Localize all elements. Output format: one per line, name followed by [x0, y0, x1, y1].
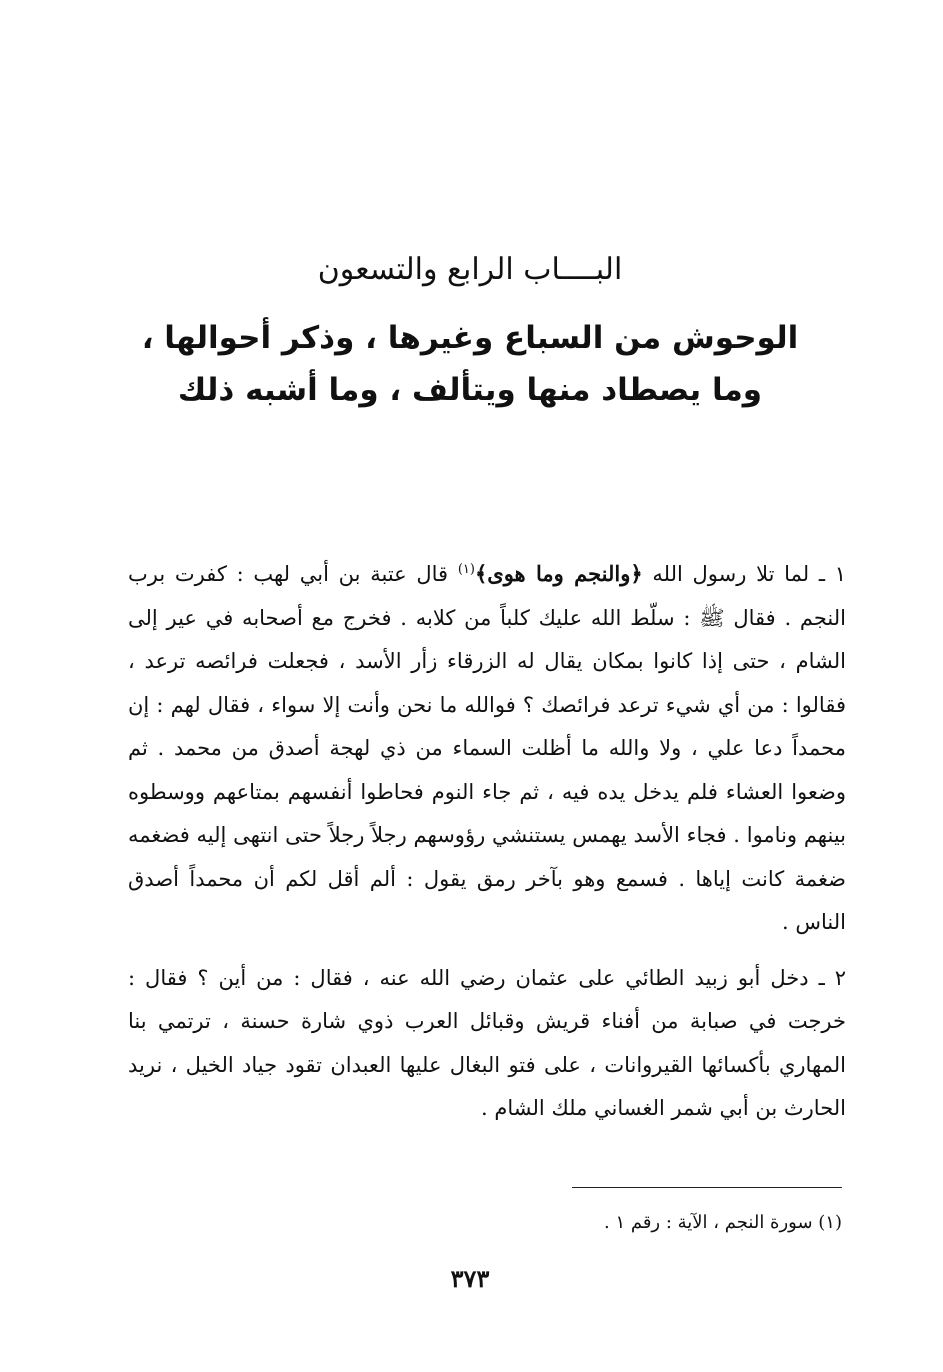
paragraph-text: دخل أبو زبيد الطائي على عثمان رضي الله عنه ، فقال : من أين ؟ فقال : خرجت في صبابة من أفناء قريش وقبائل العرب ذوي شارة حسنة ، ترتمي بنا المهاري بأكسائها القيروانات ، على فتو البغال عليها العبدان تقود جياد الخيل ، نريد الحارث بن أبي شمر الغساني ملك الشام .: [128, 965, 846, 1120]
quran-quote: ﴿والنجم وما هوى﴾: [474, 561, 643, 586]
chapter-heading: البــــاب الرابع والتسعون: [317, 252, 623, 287]
body-text: [128, 552, 846, 1143]
paragraph-intro: لما تلا رسول الله: [652, 562, 810, 586]
paragraph-number: ١ ـ: [818, 562, 846, 586]
footnote: (١) سورة النجم ، الآية : رقم ١ .: [604, 1212, 842, 1233]
paragraph-1: [128, 552, 846, 945]
footnote-reference: (١): [457, 562, 475, 577]
chapter-title-line-2: وما يصطاد منها ويتألف ، وما أشبه ذلك: [177, 372, 763, 408]
paragraph-text: قال عتبة بن أبي لهب : كفرت برب النجم . فقال ﷺ : سلّط الله عليك كلباً من كلابه . فخرج مع أصحابه في عير إلى الشام ، حتى إذا كانوا بمكان يقال له الزرقاء زأر الأسد ، فجعلت فرائصه ترعد ، فقالوا : من أي شيء ترعد فرائصك ؟ فوالله ما نحن وأنت إلا سواء ، فقال لهم : إن محمداً دعا علي ، ولا والله ما أظلت السماء من ذي لهجة أصدق من محمد . ثم وضعوا العشاء فلم يدخل يده فيه ، ثم جاء النوم فحاطوا أنفسهم بمتاعهم ووسطوه بينهم وناموا . فجاء الأسد يهمس يستنشي رؤوسهم رجلاً رجلاً حتى انتهى إليه فضغمه ضغمة كانت إياها . فسمع وهو بآخر رمق يقول : ألم أقل لكم أن محمداً أصدق الناس .: [128, 562, 846, 934]
paragraph-number: ٢ ـ: [818, 965, 846, 990]
chapter-title-line-1: الوحوش من السباع وغيرها ، وذكر أحوالها ،: [141, 320, 799, 356]
paragraph-2: [128, 957, 846, 1131]
chapter-title: [120, 312, 820, 416]
page-number: ٣٧٣: [450, 1264, 490, 1293]
footnote-divider: [572, 1187, 842, 1188]
